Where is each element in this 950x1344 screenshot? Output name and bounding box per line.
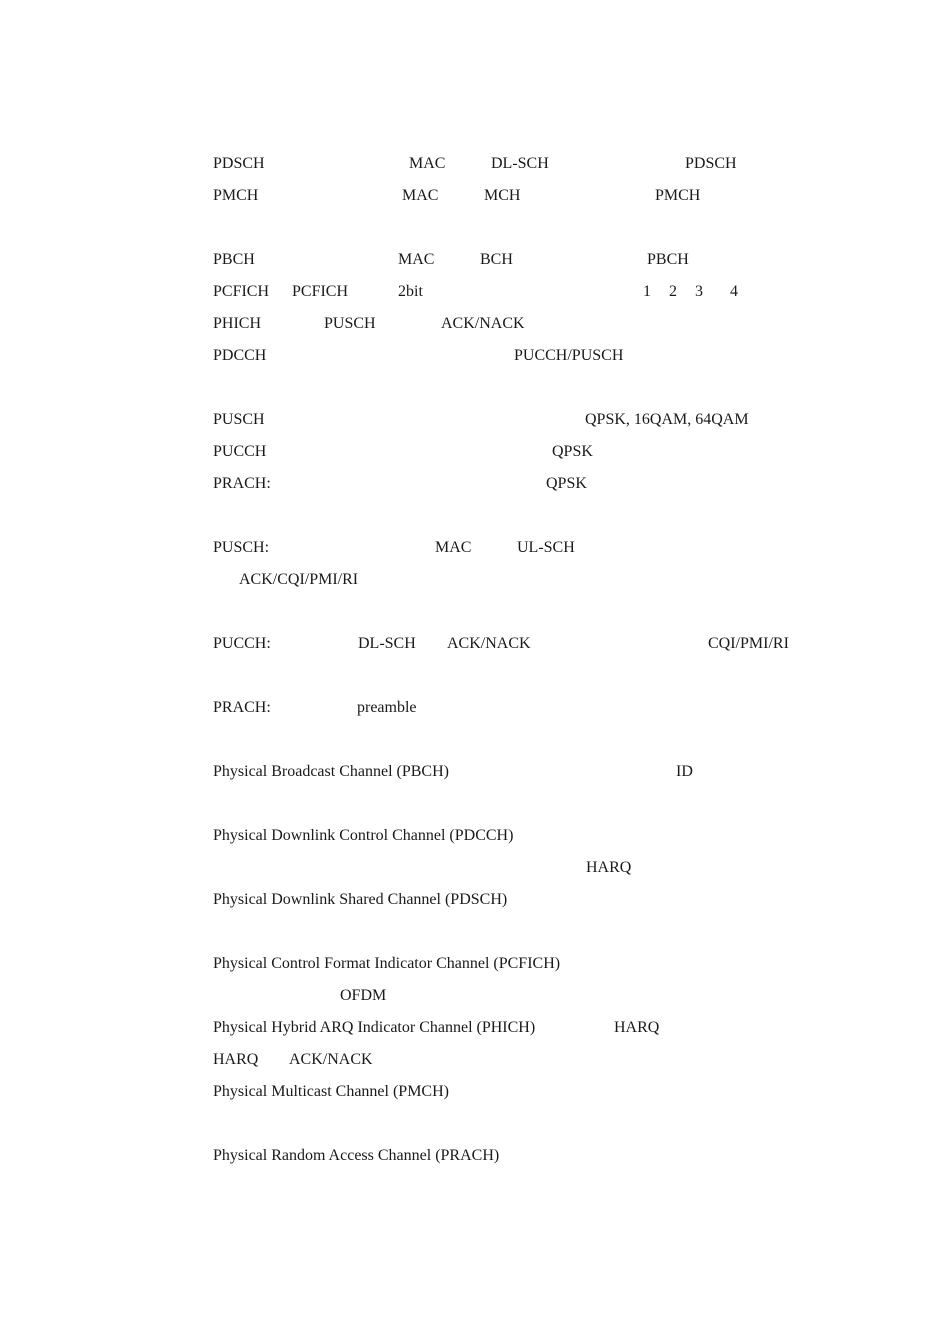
text-fragment: MAC (435, 539, 472, 556)
text-fragment: Physical Downlink Shared Channel (PDSCH) (213, 891, 508, 908)
text-line-pdcch (0, 344, 950, 368)
text-fragment: PBCH (647, 251, 689, 268)
text-fragment: PMCH (213, 187, 259, 204)
text-line-phich-def (0, 1016, 950, 1040)
text-fragment: HARQ (586, 859, 632, 876)
text-fragment: MCH (484, 187, 521, 204)
text-fragment: PDSCH (685, 155, 737, 172)
text-line-pucch-mod (0, 440, 950, 464)
text-fragment: ID (676, 763, 693, 780)
text-fragment: HARQ (614, 1019, 660, 1036)
text-line-pdcch-def (0, 824, 950, 848)
text-fragment: preamble (357, 699, 417, 716)
text-fragment: MAC (409, 155, 446, 172)
text-fragment: PUSCH (324, 315, 376, 332)
text-line-phich (0, 312, 950, 336)
text-line-prach-mod (0, 472, 950, 496)
text-fragment: DL-SCH (358, 635, 416, 652)
text-fragment: MAC (402, 187, 439, 204)
text-fragment: Physical Downlink Control Channel (PDCCH) (213, 827, 514, 844)
text-fragment: PCFICH (213, 283, 270, 300)
text-fragment: PDSCH (213, 155, 265, 172)
text-fragment: PUCCH: (213, 635, 271, 652)
text-fragment: PHICH (213, 315, 262, 332)
text-fragment: PCFICH (292, 283, 349, 300)
text-line-pdcch-def-cont (0, 856, 950, 880)
text-line-prach-def (0, 1144, 950, 1168)
text-fragment: ACK/CQI/PMI/RI (239, 571, 359, 588)
text-line-pmch-def (0, 1080, 950, 1104)
text-fragment: QPSK (552, 443, 593, 460)
text-fragment: Physical Control Format Indicator Channel (PCFICH) (213, 955, 561, 972)
text-fragment: MAC (398, 251, 435, 268)
text-fragment: DL-SCH (491, 155, 549, 172)
text-fragment: PRACH: (213, 475, 271, 492)
text-fragment: HARQ (213, 1051, 259, 1068)
text-line-pusch-desc (0, 536, 950, 560)
text-fragment: PRACH: (213, 699, 271, 716)
text-fragment: 2 (669, 283, 677, 300)
text-fragment: Physical Random Access Channel (PRACH) (213, 1147, 500, 1164)
text-fragment: UL-SCH (517, 539, 575, 556)
text-fragment: PUSCH (213, 411, 265, 428)
text-fragment: ACK/NACK (289, 1051, 373, 1068)
text-fragment: 3 (695, 283, 703, 300)
text-line-prach-desc (0, 696, 950, 720)
text-fragment: 4 (730, 283, 738, 300)
text-fragment: Physical Broadcast Channel (PBCH) (213, 763, 449, 780)
text-fragment: PUCCH/PUSCH (514, 347, 624, 364)
text-line-pbch (0, 248, 950, 272)
text-line-pcfich-def-cont (0, 984, 950, 1008)
text-fragment: PUSCH: (213, 539, 270, 556)
text-line-phich-def-cont (0, 1048, 950, 1072)
text-fragment: Physical Hybrid ARQ Indicator Channel (PHICH) (213, 1019, 536, 1036)
text-line-pdsch (0, 152, 950, 176)
text-line-pusch-desc-cont (0, 568, 950, 592)
text-fragment: QPSK, 16QAM, 64QAM (585, 411, 749, 428)
text-line-pusch-mod (0, 408, 950, 432)
text-fragment: PBCH (213, 251, 255, 268)
text-fragment: QPSK (546, 475, 587, 492)
text-line-pmch (0, 184, 950, 208)
text-fragment: 1 (643, 283, 651, 300)
text-line-pbch-def (0, 760, 950, 784)
text-fragment: PDCCH (213, 347, 267, 364)
text-line-pcfich (0, 280, 950, 304)
text-fragment: PUCCH (213, 443, 267, 460)
text-fragment: ACK/NACK (441, 315, 525, 332)
text-line-pucch-desc (0, 632, 950, 656)
text-line-pcfich-def (0, 952, 950, 976)
text-fragment: OFDM (340, 987, 387, 1004)
text-fragment: 2bit (398, 283, 423, 300)
text-fragment: Physical Multicast Channel (PMCH) (213, 1083, 449, 1100)
text-fragment: PMCH (655, 187, 701, 204)
text-fragment: CQI/PMI/RI (708, 635, 789, 652)
text-fragment: BCH (480, 251, 513, 268)
text-line-pdsch-def (0, 888, 950, 912)
text-fragment: ACK/NACK (447, 635, 531, 652)
